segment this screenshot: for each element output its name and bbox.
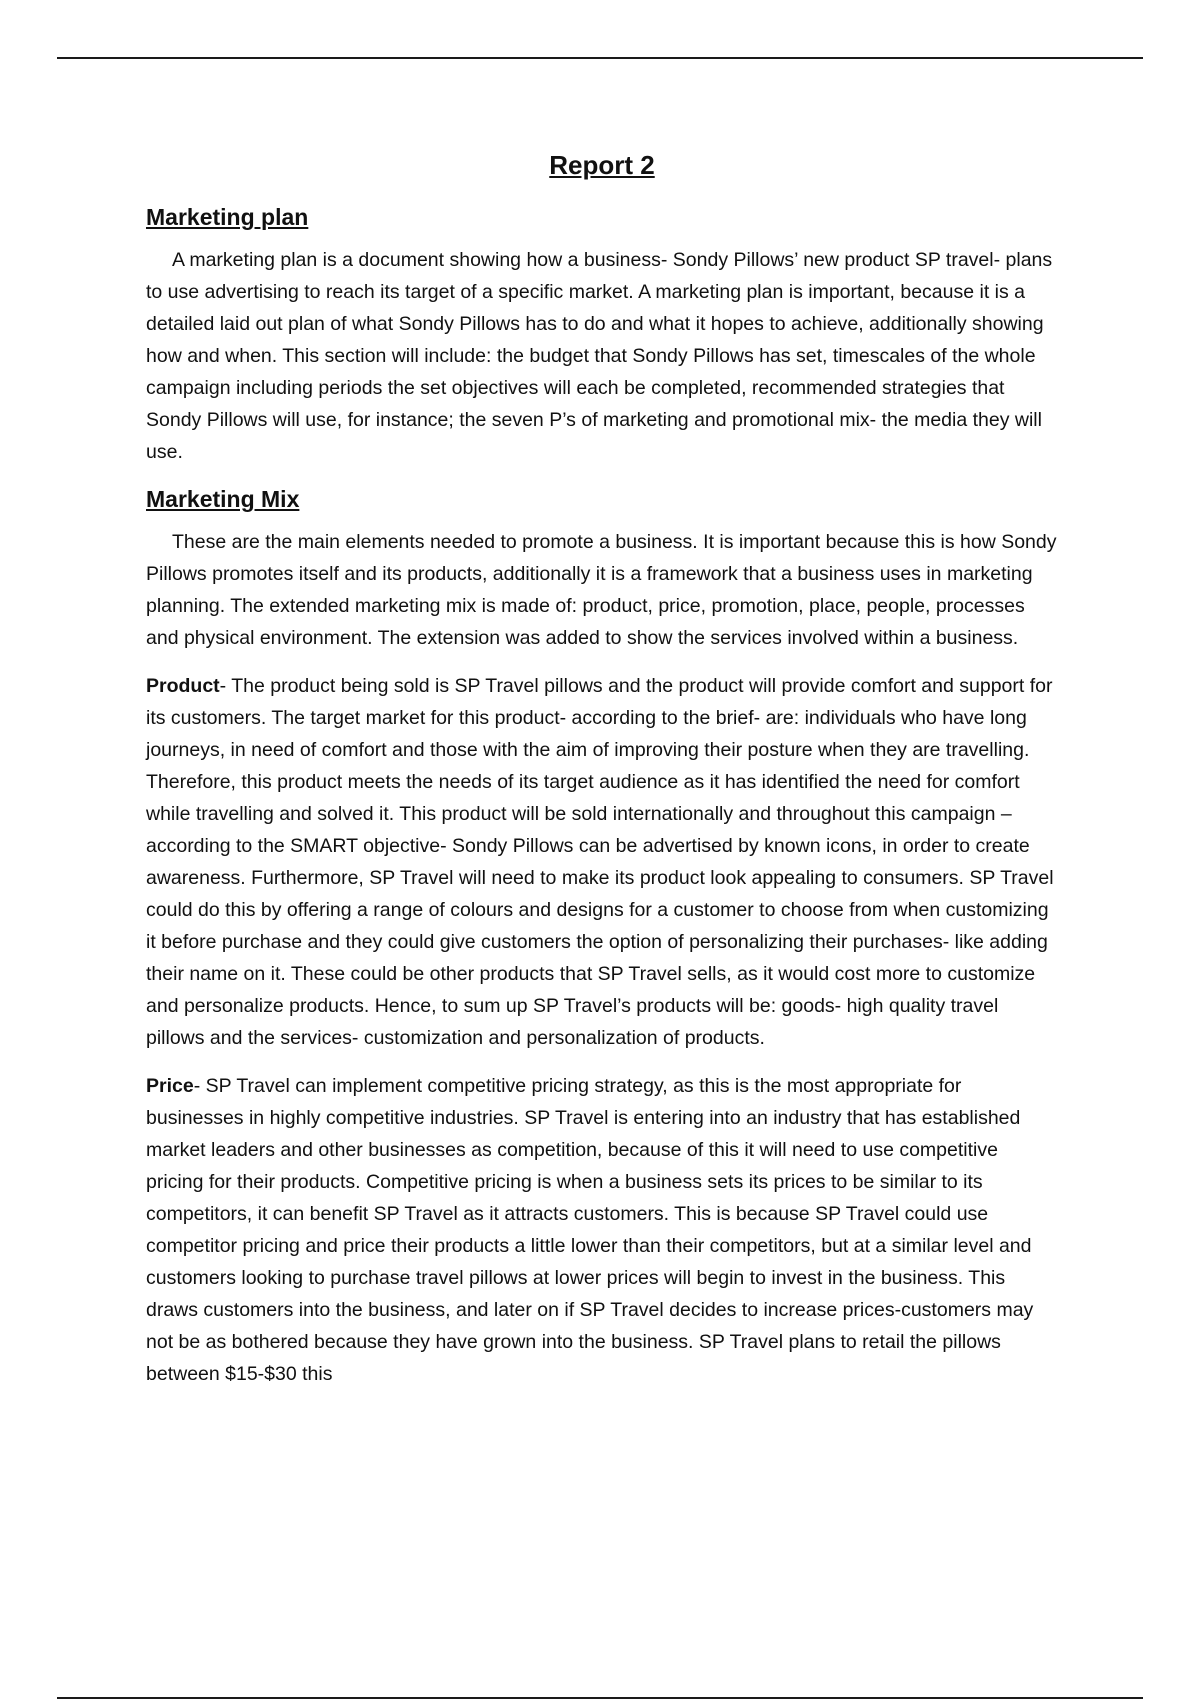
price-label: Price (146, 1075, 194, 1097)
marketing-mix-paragraph: These are the main elements needed to promote a business. It is important because this is how Sondy Pillows promotes itself and its products, additionally it is a framework that a business uses in marketing planning. The extended marketing mix is made of: product, price, promotion, place, people, processes and physical environment. The extension was added to show the services involved within a business. (146, 531, 1057, 649)
page-top-rule (57, 57, 1143, 59)
marketing-plan-paragraph: A marketing plan is a document showing how a business- Sondy Pillows’ new product SP travel- plans to use advertising to reach its target of a specific market. A marketing plan is important, because it is a detailed laid out plan of what Sondy Pillows has to do and what it hopes to achieve, additionally showing how and when. This section will include: the budget that Sondy Pillows has set, timescales of the whole campaign including periods the set objectives will each be completed, recommended strategies that Sondy Pillows will use, for instance; the seven P’s of marketing and promotional mix- the media they will use. (146, 249, 1053, 463)
section-heading-marketing-mix: Marketing Mix (146, 486, 300, 512)
document-body (146, 148, 1058, 1406)
price-paragraph (146, 1070, 1058, 1390)
product-text: - The product being sold is SP Travel pillows and the product will provide comfort and support for its customers. The target market for this product- according to the brief- are: individuals who have long journeys, in need of comfort and those with the aim of improving their posture when they are travelling. Therefore, this product meets the needs of its target audience as it has identified the need for comfort while travelling and solved it. This product will be sold internationally and throughout this campaign – according to the SMART objective- Sondy Pillows can be advertised by known icons, in order to create awareness. Furthermore, SP Travel will need to make its product look appealing to consumers. SP Travel could do this by offering a range of colours and designs for a customer to choose from when customizing it before purchase and they could give customers the option of personalizing their purchases- like adding their name on it. These could be other products that SP Travel sells, as it would cost more to customize and personalize products. Hence, to sum up SP Travel’s products will be: goods- high quality travel pillows and the services- customization and personalization of products. (146, 675, 1054, 1049)
report-title: Report 2 (549, 150, 655, 180)
page-bottom-rule (57, 1697, 1143, 1699)
price-text: - SP Travel can implement competitive pricing strategy, as this is the most appropriate for businesses in highly competitive industries. SP Travel is entering into an industry that has established market leaders and other businesses as competition, because of this it will need to use competitive pricing for their products. Competitive pricing is when a business sets its prices to be similar to its competitors, it can benefit SP Travel as it attracts customers. This is because SP Travel could use competitor pricing and price their products a little lower than their competitors, but at a similar level and customers looking to purchase travel pillows at lower prices will begin to invest in the business. This draws customers into the business, and later on if SP Travel decides to increase prices-customers may not be as bothered because they have grown into the business. SP Travel plans to retail the pillows between $15-$30 this (146, 1075, 1034, 1385)
section-heading-marketing-plan: Marketing plan (146, 204, 309, 230)
product-label: Product (146, 675, 220, 697)
product-paragraph (146, 670, 1058, 1054)
